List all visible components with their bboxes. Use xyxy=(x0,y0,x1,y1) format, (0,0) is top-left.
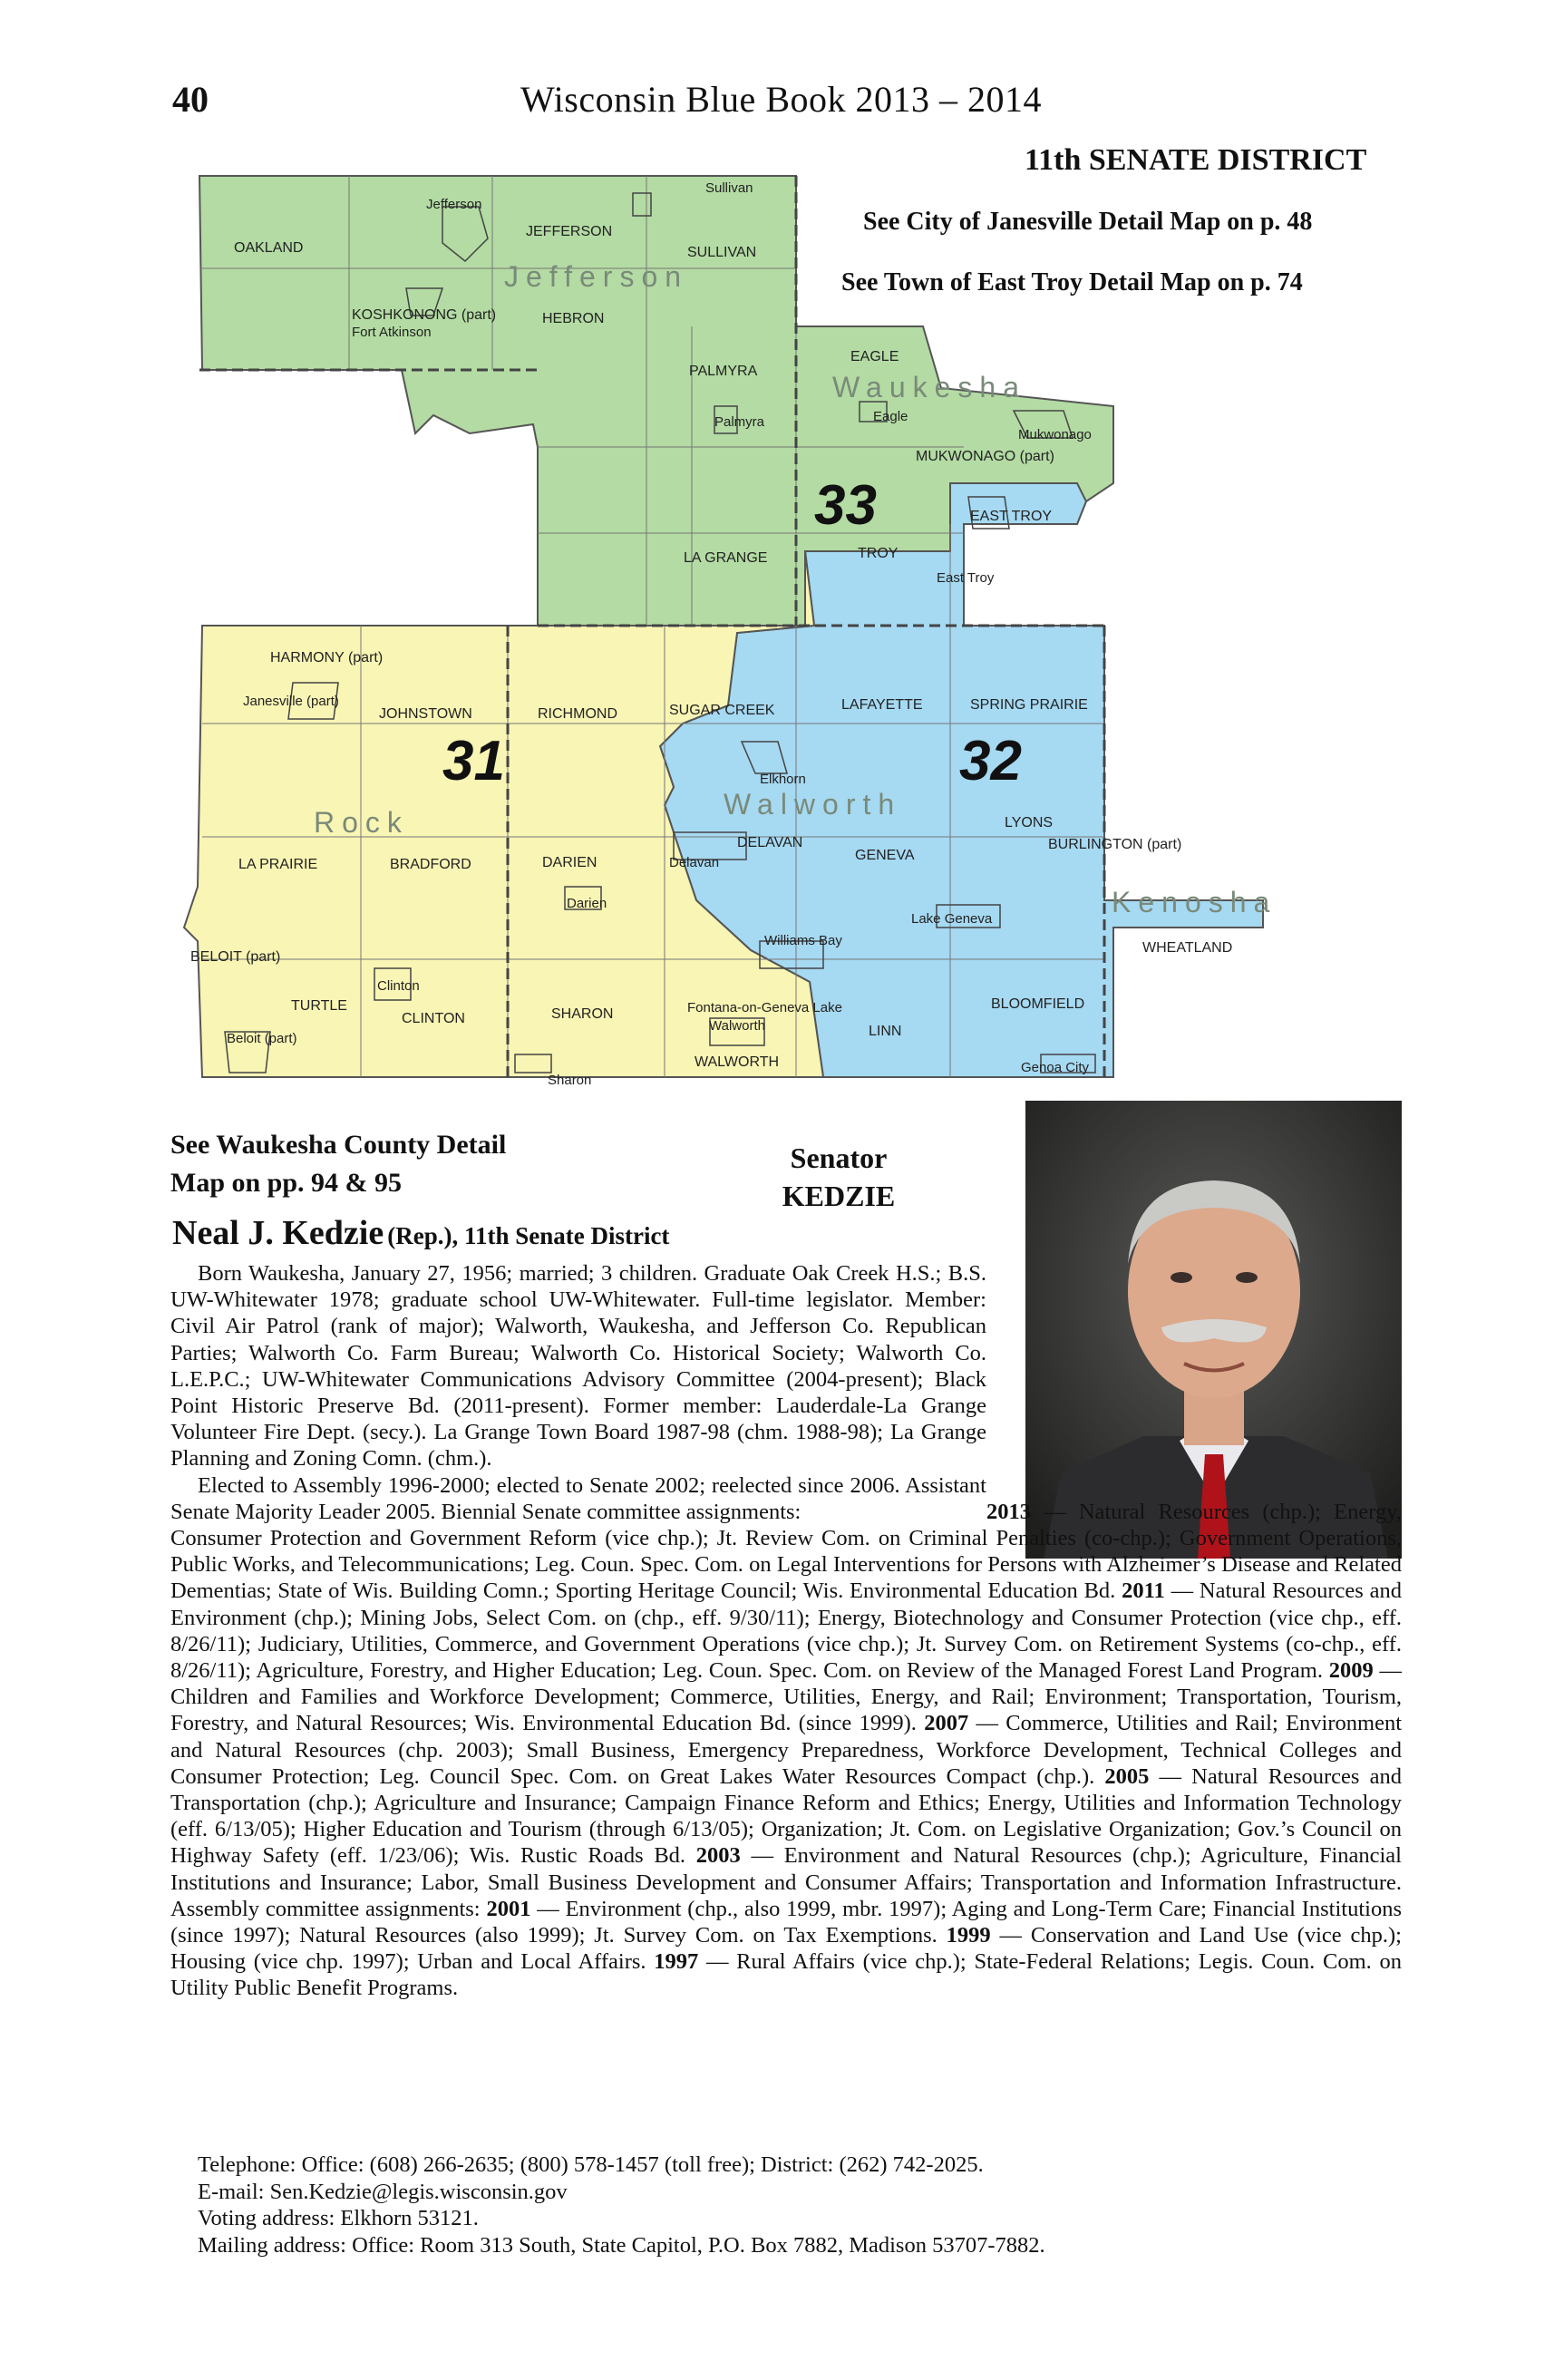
east-troy-detail-note: See Town of East Troy Detail Map on p. 74 xyxy=(841,268,1303,296)
janesville-detail-note: See City of Janesville Detail Map on p. 48 xyxy=(863,208,1313,236)
bio-text: — Children and Families and Workforce Development; Commerce, Utilities, Energy, and Rail; Environment; Transportation, Tourism, Forestry, and Natural Resources; Wis. Environmental Education Bd. (since 1999). xyxy=(170,1658,1402,1736)
town-label: DELAVAN xyxy=(737,835,803,850)
district-title: 11th SENATE DISTRICT xyxy=(1025,143,1367,177)
city-label: Elkhorn xyxy=(760,772,806,787)
city-label: Clinton xyxy=(377,978,420,994)
bio-year-1997: 1997 xyxy=(654,1949,699,1975)
city-label: Mukwonago xyxy=(1018,427,1092,442)
town-label: PALMYRA xyxy=(689,364,758,379)
city-label: Palmyra xyxy=(714,414,765,430)
town-label: MUKWONAGO (part) xyxy=(916,449,1054,464)
telephone-line: Telephone: Office: (608) 266-2635; (800) 578-1457 (toll free); District: (262) 742-2025. xyxy=(198,2152,984,2177)
town-label: GENEVA xyxy=(855,848,915,863)
assembly-district-31-number: 31 xyxy=(442,730,505,792)
bio-paragraph-2 xyxy=(170,1472,1402,2002)
county-label-walworth: Walworth xyxy=(724,788,902,821)
bio-text: — Environment and Natural Resources (chp.); Agriculture, Financial Institutions and Insurance; Labor, Small Business Development and Consumer Affairs; Transportation and Information Infrastructure. Assembly committee assignments: xyxy=(170,1843,1402,1921)
city-label: East Troy xyxy=(937,570,995,586)
bio-text: — Conservation and Land Use (vice chp.); Housing (vice chp. 1997); Urban and Local Affairs. xyxy=(170,1923,1402,1975)
town-label: TURTLE xyxy=(291,998,347,1014)
senator-label-line2: KEDZIE xyxy=(782,1180,896,1212)
bio-para2-intro: Elected to Assembly 1996-2000; elected to Senate 2002; reelected since 2006. Assistant Senate Majority Leader 2005. Biennial Senate committee assignments: xyxy=(170,1472,986,1524)
bio-year-2013: 2013 xyxy=(986,1499,1031,1524)
town-label: SHARON xyxy=(551,1006,614,1022)
town-label: SUGAR CREEK xyxy=(669,703,775,718)
town-label: WALWORTH xyxy=(695,1054,780,1070)
town-label: LYONS xyxy=(1005,815,1054,831)
voting-address-line: Voting address: Elkhorn 53121. xyxy=(198,2206,479,2230)
town-label: WHEATLAND xyxy=(1142,940,1233,956)
town-label: LINN xyxy=(869,1024,902,1039)
biography xyxy=(170,1260,1402,2002)
assembly-district-32-number: 32 xyxy=(959,730,1022,792)
bio-year-2003: 2003 xyxy=(695,1843,741,1869)
town-label: RICHMOND xyxy=(538,706,617,722)
town-label: KOSHKONONG (part) xyxy=(352,307,497,323)
running-header: Wisconsin Blue Book 2013 – 2014 xyxy=(520,79,1042,120)
senator-name-line xyxy=(172,1213,669,1253)
city-label: Eagle xyxy=(873,409,908,424)
bio-text: — Environment (chp., also 1999, mbr. 1997); Aging and Long-Term Care; Financial Institutions (since 1997); Natural Resources (also 1999); Jt. Survey Com. on Tax Exemptions. xyxy=(170,1896,1402,1948)
town-label: OAKLAND xyxy=(234,240,304,256)
bio-text: — Natural Resources and Transportation (chp.); Agriculture and Insurance; Campaign Finance Reform and Ethics; Energy, Utilities and Information Technology (eff. 6/13/05); Higher Education and Tourism (through 6/13/05); Organization; Jt. Com. on Legislative Organization; Gov.’s Council on Highway Safety (eff. 1/23/06); Wis. Rustic Roads Bd. xyxy=(170,1763,1402,1869)
county-label-waukesha: Waukesha xyxy=(832,371,1026,403)
senator-party-district: (Rep.), 11th Senate District xyxy=(387,1222,670,1249)
waukesha-note-line1: See Waukesha County Detail xyxy=(170,1130,507,1160)
city-label: Delavan xyxy=(669,855,720,870)
town-label: SPRING PRAIRIE xyxy=(970,697,1088,713)
bio-year-1999: 1999 xyxy=(946,1923,991,1948)
town-label: BLOOMFIELD xyxy=(991,996,1085,1012)
contact-info xyxy=(198,2152,1045,2259)
city-label: Janesville (part) xyxy=(243,694,339,709)
bio-year-2007: 2007 xyxy=(924,1711,969,1736)
city-label: Walworth xyxy=(709,1018,765,1034)
bio-year-2005: 2005 xyxy=(1104,1763,1150,1789)
assembly-district-33-number: 33 xyxy=(814,474,877,537)
county-label-kenosha: Kenosha xyxy=(1112,886,1277,918)
city-label: Sullivan xyxy=(705,180,753,196)
town-label: BRADFORD xyxy=(390,857,471,872)
senator-name: Neal J. Kedzie xyxy=(172,1214,384,1252)
town-label: HARMONY (part) xyxy=(270,650,384,665)
town-label: SULLIVAN xyxy=(687,245,757,260)
city-label: Fort Atkinson xyxy=(352,325,432,340)
senator-label-line1: Senator xyxy=(790,1141,888,1174)
town-label: TROY xyxy=(858,546,899,561)
waukesha-detail-note xyxy=(170,1126,678,1202)
bio-text: — Natural Resources (chp.); Energy, Consumer Protection and Government Reform (vice chp.); Jt. Review Com. on Criminal Penalties (co-chp.); Government Operations, Public Works, and Telecommunications; Leg. Coun. Spec. Com. on Legal Interventions for Persons with Alzheimer’s Disease and Related Dementias; State of Wis. Building Comn.; Sporting Heritage Council; Wis. Environmental Education Bd. xyxy=(170,1499,1402,1604)
town-label: LA PRAIRIE xyxy=(238,857,318,872)
town-label: DARIEN xyxy=(542,855,597,870)
bio-text: — Natural Resources and Environment (chp.); Mining Jobs, Select Com. on (chp., eff. 9/30/11); Energy, Biotechnology and Consumer Protection (vice chp., eff. 8/26/11); Judiciary, Utilities, Commerce, and Government Operations (vice chp.); Jt. Survey Com. on Retirement Systems (co-chp., eff. 8/26/11); Agriculture, Forestry, and Higher Education; Leg. Coun. Spec. Com. on Review of the Managed Forest Land Program. xyxy=(170,1579,1403,1684)
city-label: Darien xyxy=(567,896,607,911)
senator-label xyxy=(716,1139,961,1215)
city-label: Lake Geneva xyxy=(911,911,993,927)
waukesha-note-line2: Map on pp. 94 & 95 xyxy=(170,1168,403,1198)
email-line: E-mail: Sen.Kedzie@legis.wisconsin.gov xyxy=(198,2179,568,2204)
town-label: JOHNSTOWN xyxy=(379,706,472,722)
town-label: BURLINGTON (part) xyxy=(1048,837,1182,852)
town-label: HEBRON xyxy=(542,311,605,326)
city-label: Beloit (part) xyxy=(227,1031,297,1046)
county-label-jefferson: Jefferson xyxy=(504,260,689,293)
mailing-address-line: Mailing address: Office: Room 313 South, State Capitol, P.O. Box 7882, Madison 53707-7882. xyxy=(198,2232,1045,2258)
bio-text: — Rural Affairs (vice chp.); State-Federal Relations; Legis. Coun. Com. on Utility Public Benefit Programs. xyxy=(170,1949,1402,2001)
town-label: LA GRANGE xyxy=(684,550,768,566)
city-label: Jefferson xyxy=(426,197,482,212)
city-label: Fontana-on-Geneva Lake xyxy=(687,1000,842,1015)
city-label: Williams Bay xyxy=(764,933,842,948)
bio-year-2011: 2011 xyxy=(1122,1579,1165,1604)
city-label: Genoa City xyxy=(1021,1060,1090,1075)
bio-year-2001: 2001 xyxy=(486,1896,531,1921)
county-label-rock: Rock xyxy=(314,806,409,839)
district-map xyxy=(170,161,1281,1095)
bio-paragraph-1: Born Waukesha, January 27, 1956; married; 3 children. Graduate Oak Creek H.S.; B.S. UW-Whitewater 1978; graduate school UW-Whitewater. Full-time legislator. Member: Civil Air Patrol (rank of major); Walworth, Waukesha, and Jefferson Co. Republican Parties; Walworth Co. Farm Bureau; Walworth Co. Historical Society; Walworth Co. L.E.P.C.; UW-Whitewater Communications Advisory Committee (2004-present); Black Point Historic Preserve Bd. (2011-present). Former member: Lauderdale-La Grange Volunteer Fire Dept. (secy.). La Grange Town Board 1987-98 (chm. 1988-98); La Grange Planning and Zoning Comn. (chm.). xyxy=(170,1261,986,1472)
district-map-svg xyxy=(170,161,1281,1095)
town-label: LAFAYETTE xyxy=(841,697,923,713)
town-label: CLINTON xyxy=(402,1011,465,1026)
town-label: EAGLE xyxy=(850,349,899,364)
town-label: JEFFERSON xyxy=(526,224,613,239)
city-label: Sharon xyxy=(548,1073,592,1088)
town-label: BELOIT (part) xyxy=(190,949,281,965)
town-label: EAST TROY xyxy=(970,509,1053,524)
page-number: 40 xyxy=(172,79,209,120)
bio-text: — Commerce, Utilities and Rail; Environment and Natural Resources (chp. 2003); Small Business, Emergency Preparedness, Workforce Development, Technical Colleges and Consumer Protection; Leg. Council Spec. Com. on Great Lakes Water Resources Compact (chp.). xyxy=(170,1711,1403,1789)
bio-year-2009: 2009 xyxy=(1328,1658,1374,1684)
